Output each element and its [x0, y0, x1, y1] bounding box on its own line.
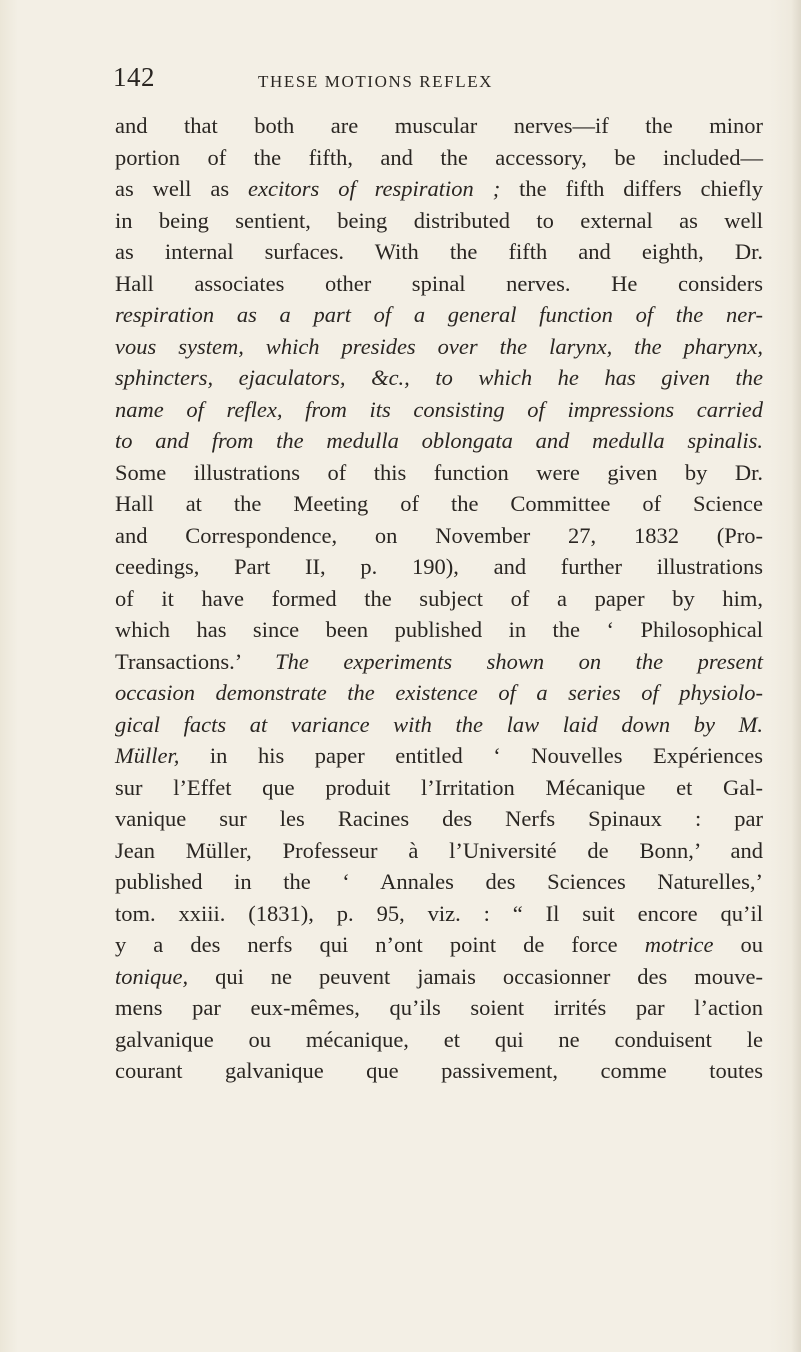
text-line	[115, 772, 763, 804]
italic-text-segment: occasion demonstrate the existence of a series of physiolo-	[115, 680, 763, 705]
page-header	[0, 62, 801, 92]
italic-text-segment: excitors of respiration ;	[248, 176, 501, 201]
italic-text-segment: respiration as a part of a general function of the ner-	[115, 302, 763, 327]
text-segment: and Correspondence, on November 27, 1832 (Pro-	[115, 522, 763, 548]
text-line	[115, 299, 763, 331]
text-segment: Transactions.’	[115, 648, 276, 674]
text-line	[115, 1055, 763, 1087]
text-segment: Hall associates other spinal nerves. He considers	[115, 270, 763, 296]
text-segment: in being sentient, being distributed to external as well	[115, 207, 763, 233]
text-segment: in his paper entitled ‘ Nouvelles Expériences	[179, 743, 763, 768]
text-line	[115, 268, 763, 300]
text-line	[115, 1024, 763, 1056]
text-line	[115, 583, 763, 615]
text-segment: portion of the fifth, and the accessory, be included—	[115, 144, 763, 170]
text-segment: the fifth differs chiefly	[500, 176, 763, 201]
text-line	[115, 488, 763, 520]
text-segment: and that both are muscular nerves—if the minor	[115, 113, 763, 138]
text-segment: galvanique ou mécanique, et qui ne conduisent le	[115, 1026, 763, 1052]
text-line	[115, 551, 763, 583]
page-edge-shadow	[791, 0, 801, 1352]
text-line	[115, 331, 763, 363]
italic-text-segment: sphincters, ejaculators, &c., to which he has given the	[115, 365, 763, 390]
italic-text-segment: tonique,	[115, 963, 189, 989]
text-segment: sur l’Effet que produit l’Irritation Mécanique et Gal-	[115, 774, 763, 800]
text-segment: published in the ‘ Annales des Sciences Naturelles,’	[115, 869, 763, 894]
text-line	[115, 394, 763, 426]
text-segment: of it have formed the subject of a paper by him,	[115, 585, 763, 611]
text-line	[115, 236, 763, 268]
text-segment: courant galvanique que passivement, comme toutes	[115, 1058, 763, 1083]
text-line	[115, 457, 763, 489]
italic-text-segment: motrice	[644, 932, 714, 957]
text-line	[115, 898, 763, 930]
text-line	[115, 740, 763, 772]
text-line	[115, 362, 763, 394]
text-line	[115, 677, 763, 709]
body-text	[115, 110, 763, 1087]
text-segment: vanique sur les Racines des Nerfs Spinaux : par	[115, 806, 763, 831]
text-line	[115, 835, 763, 867]
italic-text-segment: Müller,	[115, 743, 180, 768]
italic-text-segment: to and from the medulla oblongata and medulla spinalis.	[115, 428, 763, 453]
text-line	[115, 110, 763, 142]
text-line	[115, 425, 763, 457]
text-line	[115, 205, 763, 237]
running-head: THESE MOTIONS REFLEX	[258, 72, 494, 91]
text-line	[115, 961, 763, 993]
text-line	[115, 646, 763, 678]
text-line	[115, 803, 763, 835]
text-segment: qui ne peuvent jamais occasionner des mouve-	[188, 963, 763, 989]
italic-text-segment: vous system, which presides over the larynx, the pharynx,	[115, 333, 763, 359]
text-segment: Jean Müller, Professeur à l’Université de Bonn,’ and	[115, 837, 763, 863]
italic-text-segment: gical facts at variance with the law laid down by M.	[115, 711, 763, 737]
text-segment: as well as	[115, 176, 249, 201]
text-segment: as internal surfaces. With the fifth and eighth, Dr.	[115, 239, 763, 264]
text-line	[115, 866, 763, 898]
text-line	[115, 929, 763, 961]
page-number: 142	[113, 62, 155, 92]
italic-text-segment: The experiments shown on the present	[275, 648, 763, 674]
text-line	[115, 709, 763, 741]
text-line	[115, 614, 763, 646]
text-line	[115, 992, 763, 1024]
text-line	[115, 520, 763, 552]
text-segment: Some illustrations of this function were given by Dr.	[115, 459, 763, 485]
text-segment: ou	[713, 932, 763, 957]
text-segment: y a des nerfs qui n’ont point de force	[115, 932, 645, 957]
text-segment: tom. xxiii. (1831), p. 95, viz. : “ Il suit encore qu’il	[115, 900, 763, 926]
italic-text-segment: name of reflex, from its consisting of impressions carried	[115, 396, 763, 422]
text-line	[115, 173, 763, 205]
text-line	[115, 142, 763, 174]
text-segment: which has since been published in the ‘ Philosophical	[115, 617, 763, 642]
text-segment: mens par eux-mêmes, qu’ils soient irrités par l’action	[115, 995, 763, 1020]
text-segment: Hall at the Meeting of the Committee of Science	[115, 491, 763, 516]
text-segment: ceedings, Part II, p. 190), and further illustrations	[115, 554, 763, 579]
